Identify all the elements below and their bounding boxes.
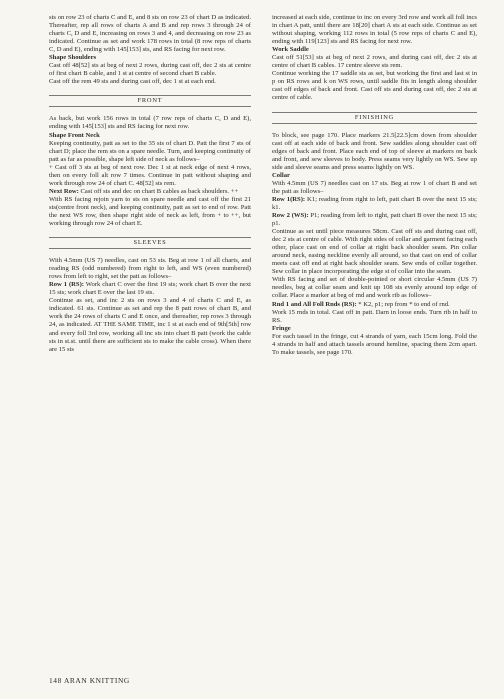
section-heading-finishing: FINISHING bbox=[272, 112, 477, 124]
paragraph: Continue as set, and inc 2 sts on rows 3 and 4 of charts C and E, as indicated. 61 sts. Continue as set and rep the 8 patt rows of chart B, and work the 24 rows of charts C and E once, and thereafter, rep rows 3 through 24, as indicated. AT THE SAME TIME, inc 1 st at each end of 9th[5th] row and every foll 3rd row, working all inc sts into chart B patt (work the cable sts in st.st. until there are sufficient sts to make the cable cross). When there are 15 sts bbox=[49, 297, 251, 353]
section-heading-front: FRONT bbox=[49, 95, 251, 107]
subheading-shape-front-neck: Shape Front Neck bbox=[49, 131, 100, 139]
book-title: ARAN KNITTING bbox=[63, 676, 130, 685]
paragraph: + Cast off 3 sts at beg of next row. Dec 1 st at neck edge of next 4 rows, then on every foll alt row 7 times. Continue in patt without shaping and work through row 24 of chart C. 48[52] sts rem. bbox=[49, 163, 251, 187]
paragraph: increased at each side, continue to inc on every 3rd row and work all foll incs in chart A patt, until there are 18[20] chart A sts at each side. Continue as set without shaping, working 112 rows in total (5 row reps of charts C and E), ending with 119[123] sts and RS facing for next row. bbox=[272, 14, 477, 46]
right-column bbox=[272, 14, 477, 357]
paragraph: Continue working the 17 saddle sts as set, but working the first and last st in p on RS rows and k on WS rows, until saddle fits in length along shoulder cast off edges of back and front. Cast off sts and during cast off, dec 2 sts at centre of cable. bbox=[272, 70, 477, 102]
subheading-collar: Collar bbox=[272, 171, 290, 179]
paragraph: For each tassel in the fringe, cut 4 strands of yarn, each 15cm long. Fold the 4 strands in half and attach tassels around hemline, spacing them 2cm apart. To make tassels, see page 170. bbox=[272, 332, 477, 356]
page-footer bbox=[49, 676, 130, 685]
subheading-shape-shoulders: Shape Shoulders bbox=[49, 54, 97, 62]
subheading-work-saddle: Work Saddle bbox=[272, 46, 309, 54]
paragraph: Cast off 51[53] sts at beg of next 2 rows, and during cast off, dec 2 sts at centre of chart B cables. 17 centre sleeve sts rem. bbox=[272, 54, 477, 70]
paragraph-row2 bbox=[272, 212, 477, 228]
instruction-label: Next Row: bbox=[49, 187, 79, 195]
subheading-fringe: Fringe bbox=[272, 324, 291, 332]
paragraph: Work 15 rnds in total. Cast off in patt. Darn in loose ends. Turn rib in half to RS. bbox=[272, 308, 477, 324]
instruction-label: Row 1(RS): bbox=[272, 195, 306, 203]
instruction-text: * K2, p1; rep from * to end of rnd. bbox=[356, 300, 450, 308]
instruction-text: Cast off sts and dec on chart B cables as back shoulders. ++ bbox=[78, 187, 239, 195]
paragraph: With RS facing and set of double-pointed or short circular 4.5mm (US 7) needles, beg at collar seam and knit up 108 sts evenly around top edge of collar. Place a marker at beg of rnd and work rib as follows– bbox=[272, 276, 477, 300]
page-number: 148 bbox=[49, 676, 62, 685]
instruction-label: Row 1 (RS): bbox=[49, 281, 84, 289]
paragraph: As back, but work 156 rows in total (7 row reps of charts C, D and E), ending with 145[153] sts and RS facing for next row. bbox=[49, 115, 251, 131]
paragraph: With 4.5mm (US 7) needles cast on 17 sts. Beg at row 1 of chart B and set the patt as follows– bbox=[272, 179, 477, 195]
section-heading-sleeves: SLEEVES bbox=[49, 237, 251, 249]
instruction-label: Row 2 (WS): bbox=[272, 211, 309, 219]
paragraph-row1 bbox=[49, 281, 251, 297]
paragraph: Cast off 48[52] sts at beg of next 2 rows, during cast off, dec 2 sts at centre of first chart B cable, and 1 st at centre of second chart B cable. bbox=[49, 62, 251, 78]
paragraph: To block, see page 170. Place markers 21.5[22.5]cm down from shoulder cast off at each side of back and front. Sew saddles along shoulder cast off edges of back and front. Place each end of top of sleeve at markers on back and front, and sew sleeves to body. Press seams very lightly on WS. Sew up side and sleeve seams and press seams lightly on WS. bbox=[272, 131, 477, 171]
left-column bbox=[49, 14, 251, 354]
paragraph: Cast off the rem 49 sts and during cast off, dec 1 st at each end. bbox=[49, 78, 216, 86]
instruction-text: K1; reading from right to left, patt chart B over the next 15 sts; k1. bbox=[272, 195, 477, 211]
paragraph: Continue as set until piece measures 58cm. Cast off sts and during cast off, dec 2 sts at centre of cable. With right sides of collar and garment facing each other, place cast on end of collar at right back shoulder seam. Pin collar around neck, easing neckline evenly all around, so that cast on end of collar meets cast off end at right back shoulder seam. Sew ends of collar together. Sew collar in place incorporating the edge st of collar into the seam. bbox=[272, 228, 477, 276]
instruction-label: Rnd 1 and All Foll Rnds (RS): bbox=[272, 300, 357, 308]
paragraph: sts on row 23 of charts C and E, and 8 sts on row 23 of chart D as indicated. Thereafter, rep all rows of charts A and B and rep rows 3 through 24 of charts C, D and E, increasing on rows 3 and 4, and decreasing on row 23 as indicated. Continue as set and work 178 rows in total (8 row reps of charts C, D and E), ending with 145[153] sts, and RS facing for next row. bbox=[49, 14, 251, 54]
paragraph-rnd bbox=[272, 301, 477, 309]
instruction-text: P1; reading from left to right, patt chart B over the next 15 sts; p1. bbox=[272, 211, 477, 228]
paragraph: With RS facing rejoin yarn to sts on spare needle and cast off the first 21 sts(centre front neck), and keeping continuity, patt as set to end of row. Patt the next WS row, then shape right side of neck as left, from + to ++, but working through row 24 of chart E. bbox=[49, 195, 251, 228]
paragraph-next-row bbox=[49, 188, 251, 196]
paragraph: With 4.5mm (US 7) needles, cast on 53 sts. Beg at row 1 of all charts, and reading RS (odd numbered) from right to left, and WS (even numbered) rows from left to right, set the patt as follows– bbox=[49, 257, 251, 281]
instruction-text: Work chart C over the first 19 sts; work chart B over the next 15 sts; work chart E over the last 19 sts. bbox=[49, 281, 251, 297]
paragraph: Keeping continuity, patt as set to the 35 sts of chart D. Patt the first 7 sts of chart D; place the rem sts on a spare needle. Turn, and keeping continuity of patt as far as possible, shape left side of neck as follows– bbox=[49, 139, 251, 163]
paragraph-row1 bbox=[272, 196, 477, 212]
